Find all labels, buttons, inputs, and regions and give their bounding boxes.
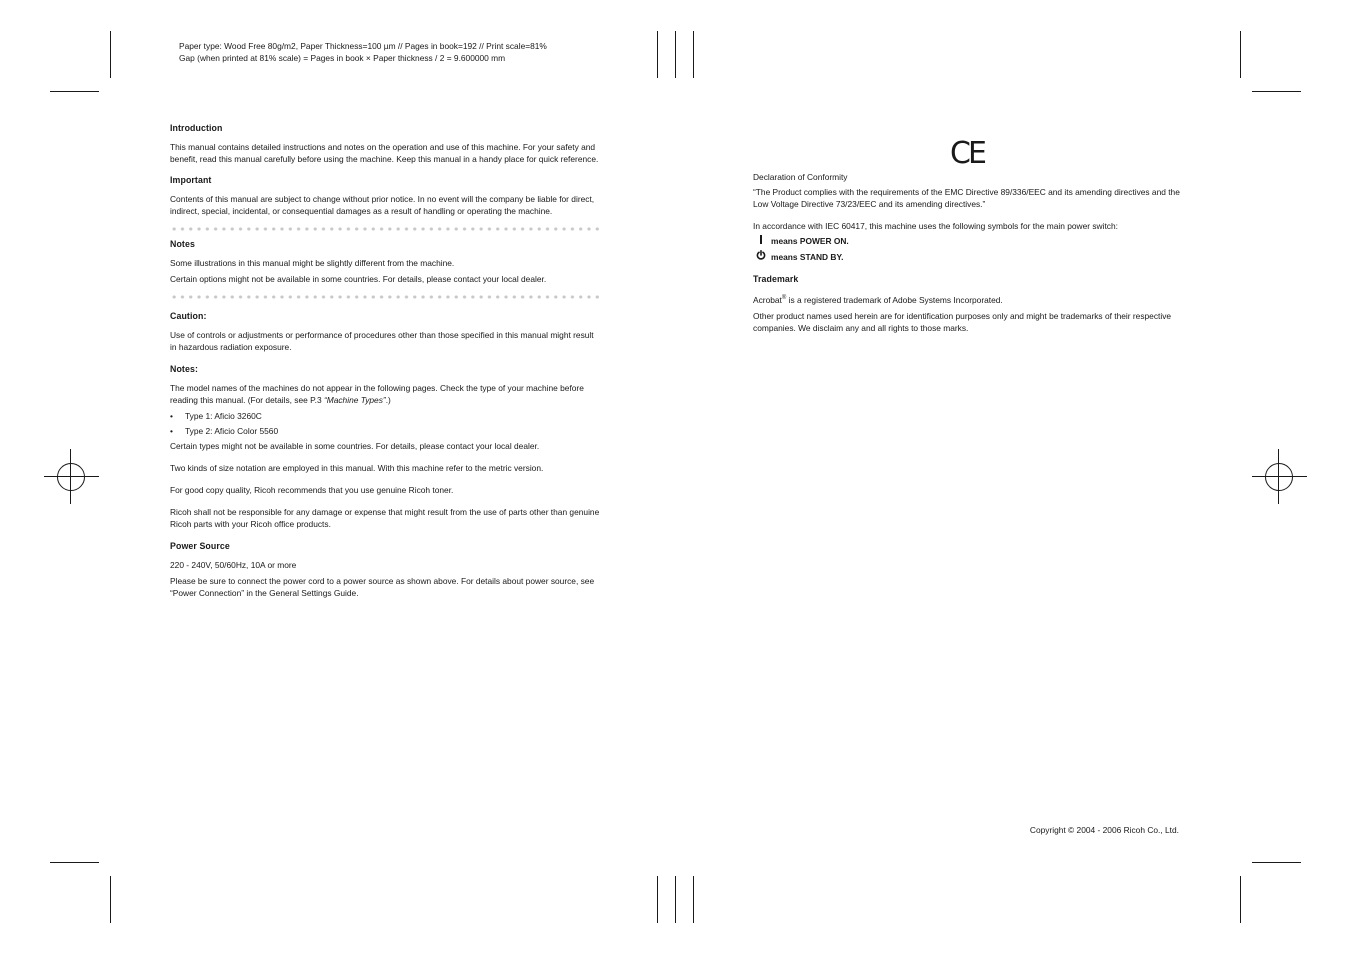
standby-symbol-row	[755, 250, 1183, 263]
power-source-section	[170, 540, 600, 599]
crop-mark-top-left-v	[110, 31, 111, 78]
power-on-text: means POWER ON.	[771, 236, 849, 246]
trademark-line-2: Other product names used herein are for identification purposes only and might be trademarks of their respective companies. We disclaim any and all rights to those marks.	[753, 310, 1172, 333]
important-section	[170, 174, 600, 217]
standby-power-icon	[755, 250, 767, 263]
print-header-line-2: Gap (when printed at 81% scale) = Pages in book × Paper thickness / 2 = 9.600000 mm	[179, 53, 506, 63]
bullet-type-1: • Type 1: Aficio 3260C	[170, 410, 600, 422]
notes2-section	[170, 363, 600, 452]
ce-mark-icon: CE	[950, 136, 984, 171]
bullet-type-2: • Type 2: Aficio Color 5560	[170, 425, 600, 437]
crop-mark-top-center-2	[675, 31, 676, 78]
important-body: Contents of this manual are subject to change without prior notice. In no event will the company be liable for direct, indirect, special, incidental, or consequential damages as a result of handling or operating the machine.	[170, 194, 595, 216]
right-column	[753, 171, 1183, 343]
crop-mark-bottom-center-3	[693, 876, 694, 923]
trademark-heading: Trademark	[753, 274, 799, 284]
crop-mark-top-right-h	[1252, 91, 1301, 92]
trademark-line-1: Acrobat® is a registered trademark of Adobe Systems Incorporated.	[753, 294, 1003, 305]
power-on-bar-icon	[755, 235, 767, 247]
crop-mark-top-center-1	[657, 31, 658, 78]
notes-heading: Notes	[170, 239, 195, 249]
crop-mark-bottom-right-h	[1252, 862, 1301, 863]
important-heading: Important	[170, 175, 212, 185]
print-header	[179, 40, 619, 64]
caution-body: Use of controls or adjustments or performance of procedures other than those specified in this manual might result in hazardous radiation exposure.	[170, 330, 594, 352]
crop-mark-top-left-h	[50, 91, 99, 92]
notes2-after: Certain types might not be available in some countries. For details, please contact your local dealer.	[170, 441, 540, 451]
notes2-body: The model names of the machines do not appear in the following pages. Check the type of your machine before reading this manual. (For details, see P.3 “Machine Types”.)	[170, 383, 584, 405]
introduction-section	[170, 122, 600, 165]
left-column	[170, 122, 600, 608]
introduction-heading: Introduction	[170, 123, 223, 133]
standby-text: means STAND BY.	[771, 251, 844, 262]
crop-mark-top-right-v	[1240, 31, 1241, 78]
caution-section	[170, 310, 600, 353]
toner-paragraph: For good copy quality, Ricoh recommends that you use genuine Ricoh toner.	[170, 485, 454, 495]
notes-section	[170, 238, 600, 285]
crop-mark-bottom-left-v	[110, 876, 111, 923]
power-source-line-2: Please be sure to connect the power cord to a power source as shown above. For details about power source, see “Power Connection” in the General Settings Guide.	[170, 576, 595, 598]
machine-types-reference: “Machine Types”	[323, 395, 386, 405]
notes-line-2: Certain options might not be available in some countries. For details, please contact your local dealer.	[170, 274, 547, 284]
dotted-divider-bottom	[170, 294, 600, 300]
introduction-body: This manual contains detailed instructions and notes on the operation and use of this machine. For your safety and benefit, read this manual carefully before using the machine. Keep this manual in a handy place for quick reference.	[170, 142, 599, 164]
power-source-line-1: 220 - 240V, 50/60Hz, 10A or more	[170, 560, 297, 570]
iec-paragraph: In accordance with IEC 60417, this machine uses the following symbols for the main power switch:	[753, 221, 1118, 231]
declaration-body: “The Product complies with the requirements of the EMC Directive 89/336/EEC and its amending directives and the Low Voltage Directive 73/23/EEC and its amending directives.”	[753, 187, 1180, 209]
notes2-heading: Notes:	[170, 364, 198, 374]
crop-mark-bottom-left-h	[50, 862, 99, 863]
parts-paragraph: Ricoh shall not be responsible for any damage or expense that might result from the use of parts other than genuine Ricoh parts with your Ricoh office products.	[170, 507, 600, 529]
crop-mark-bottom-center-2	[675, 876, 676, 923]
crop-mark-top-center-3	[693, 31, 694, 78]
copyright-notice: Copyright © 2004 - 2006 Ricoh Co., Ltd.	[1029, 825, 1179, 835]
crop-mark-bottom-right-v	[1240, 876, 1241, 923]
power-on-symbol-row	[755, 235, 1183, 247]
power-source-heading: Power Source	[170, 541, 230, 551]
trademark-section	[753, 273, 1183, 334]
crop-mark-bottom-center-1	[657, 876, 658, 923]
notes-line-1: Some illustrations in this manual might be slightly different from the machine.	[170, 258, 455, 268]
declaration-heading: Declaration of Conformity	[753, 172, 848, 182]
print-header-line-1: Paper type: Wood Free 80g/m2, Paper Thickness=100 µm // Pages in book=192 // Print scale=81%	[179, 41, 547, 51]
caution-heading: Caution:	[170, 311, 207, 321]
dotted-divider-top	[170, 226, 600, 232]
size-notation-paragraph: Two kinds of size notation are employed in this manual. With this machine refer to the metric version.	[170, 463, 544, 473]
